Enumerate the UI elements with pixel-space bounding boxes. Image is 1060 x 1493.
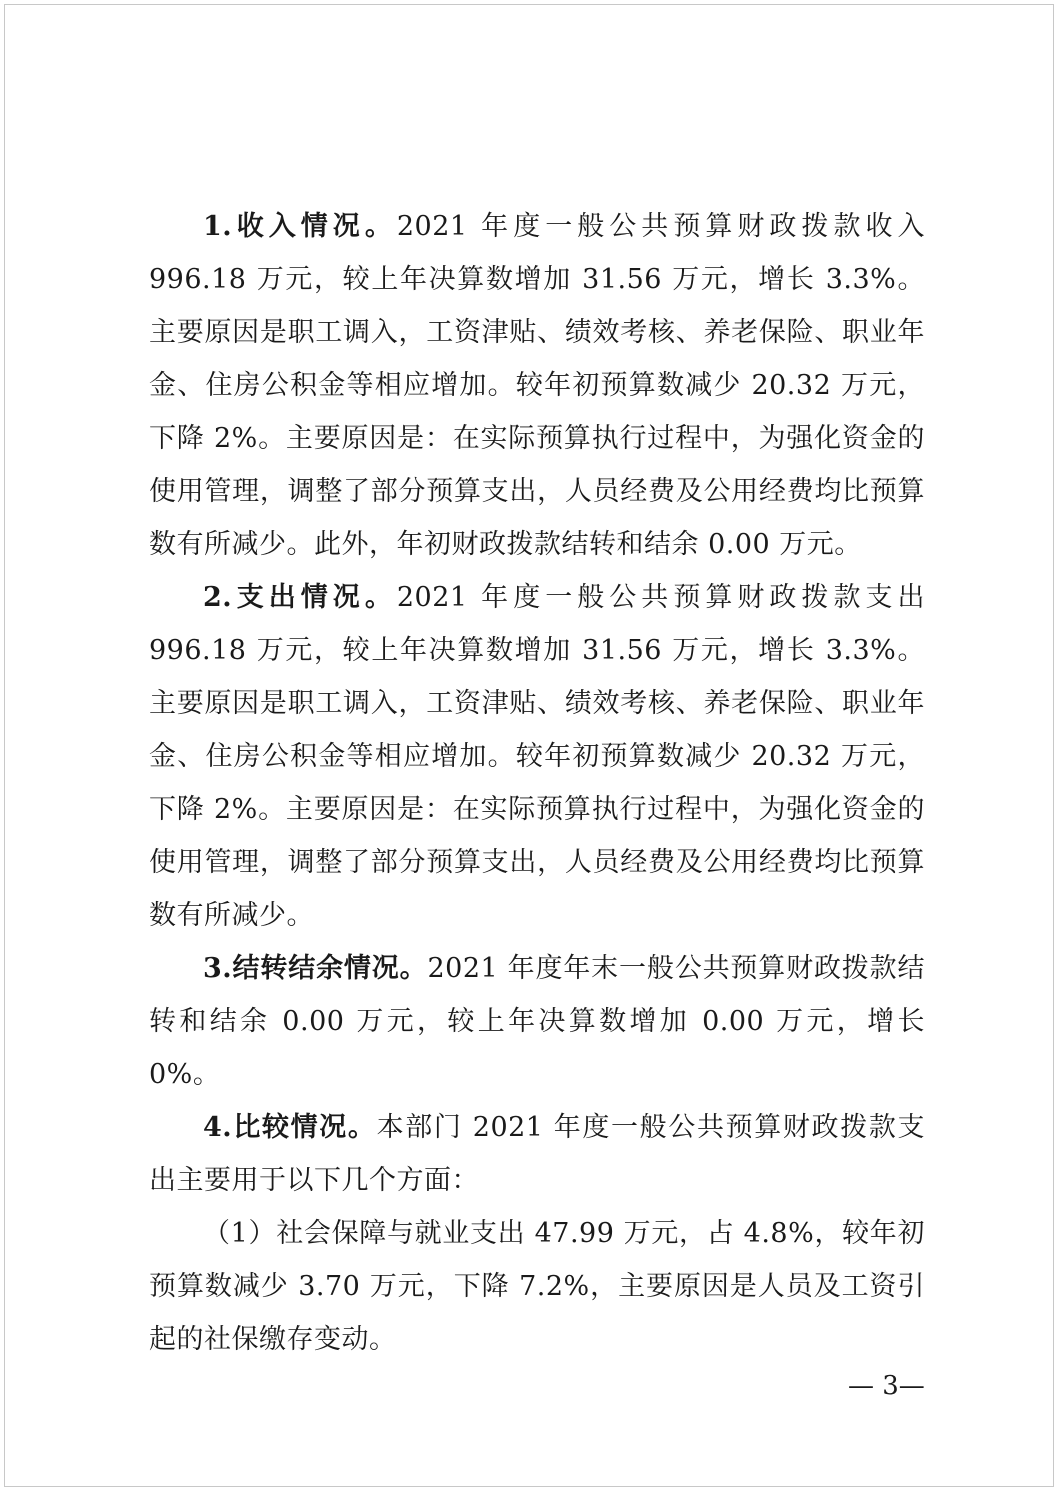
comparison-heading: 4.比较情况。: [203, 1112, 377, 1143]
expenditure-heading: 2.支出情况。: [203, 582, 397, 613]
paragraph-income: [149, 200, 925, 571]
social-security-text: （1）社会保障与就业支出 47.99 万元，占 4.8%，较年初预算数减少 3.70 万元，下降 7.2%，主要原因是人员及工资引起的社保缴存变动。: [149, 1218, 925, 1355]
page-number: — 3—: [848, 1371, 925, 1401]
income-text: 2021 年度一般公共预算财政拨款收入 996.18 万元，较上年决算数增加 31.56 万元，增长 3.3%。主要原因是职工调入，工资津贴、绩效考核、养老保险、职业年金、住房公积金等相应增加。较年初预算数减少 20.32 万元，下降 2%。主要原因是：在实际预算执行过程中，为强化资金的使用管理，调整了部分预算支出，人员经费及公用经费均比预算数有所减少。此外，年初财政拨款结转和结余 0.00 万元。: [149, 211, 925, 560]
income-heading: 1.收入情况。: [203, 211, 397, 242]
document-body: [149, 200, 925, 1366]
paragraph-expenditure: [149, 571, 925, 942]
paragraph-social-security: [149, 1207, 925, 1366]
carryover-heading: 3.结转结余情况。: [203, 953, 428, 984]
expenditure-text: 2021 年度一般公共预算财政拨款支出 996.18 万元，较上年决算数增加 31.56 万元，增长 3.3%。主要原因是职工调入，工资津贴、绩效考核、养老保险、职业年金、住房公积金等相应增加。较年初预算数减少 20.32 万元，下降 2%。主要原因是：在实际预算执行过程中，为强化资金的使用管理，调整了部分预算支出，人员经费及公用经费均比预算数有所减少。: [149, 582, 925, 931]
carryover-text: 2021 年度年末一般公共预算财政拨款结转和结余 0.00 万元，较上年决算数增加 0.00 万元，增长 0%。: [149, 953, 926, 1090]
comparison-text: 本部门 2021 年度一般公共预算财政拨款支出主要用于以下几个方面：: [149, 1112, 926, 1196]
paragraph-carryover: [149, 942, 925, 1101]
paragraph-comparison: [149, 1101, 925, 1207]
